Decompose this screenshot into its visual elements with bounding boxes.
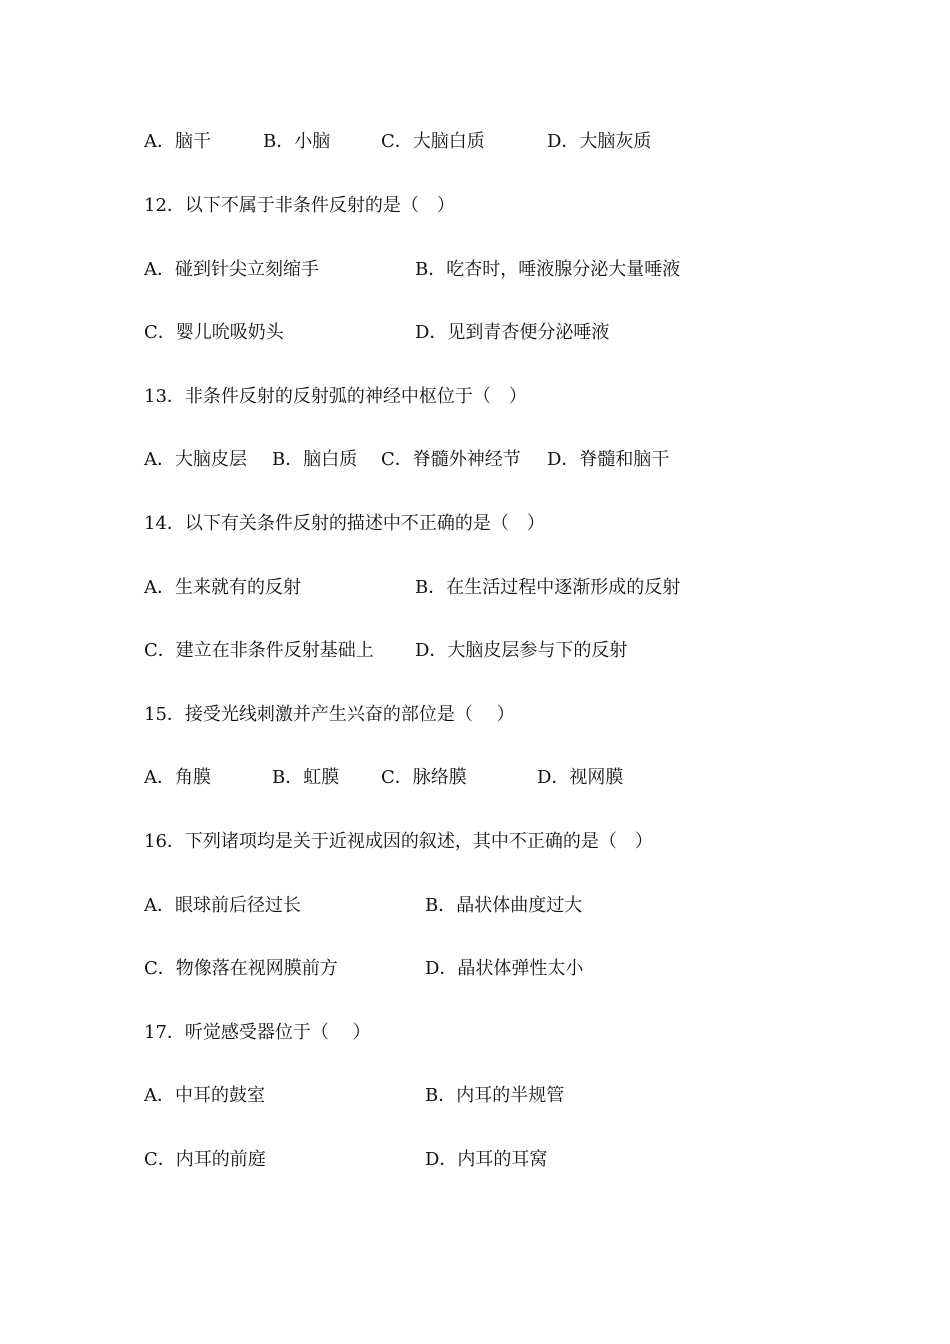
q16-option-d: D．晶状体弹性太小 [425,958,584,979]
q15-option-a: A．角膜 [144,767,211,788]
q12-stem: 12．以下不属于非条件反射的是（ ） [144,195,455,216]
q15-option-d: D．视网膜 [537,767,624,788]
q11-option-b: B．小脑 [263,131,331,152]
q16-stem: 16．下列诸项均是关于近视成因的叙述，其中不正确的是（ ） [144,831,653,852]
q13-option-d: D．脊髓和脑干 [547,449,670,470]
q14-option-c: C．建立在非条件反射基础上 [144,640,374,661]
q14-option-b: B．在生活过程中逐渐形成的反射 [415,577,681,598]
q17-stem: 17．听觉感受器位于（ ） [144,1022,371,1043]
q13-stem: 13．非条件反射的反射弧的神经中枢位于（ ） [144,386,527,407]
q17-option-d: D．内耳的耳窝 [425,1149,548,1170]
q11-option-c: C．大脑白质 [381,131,485,152]
q13-option-c: C．脊髓外神经节 [381,449,521,470]
q14-stem: 14．以下有关条件反射的描述中不正确的是（ ） [144,513,545,534]
q16-option-b: B．晶状体曲度过大 [425,895,583,916]
q16-option-a: A．眼球前后径过长 [144,895,301,916]
q17-option-a: A．中耳的鼓室 [144,1085,265,1106]
q11-option-d: D．大脑灰质 [547,131,652,152]
q13-option-b: B．脑白质 [272,449,358,470]
q15-stem: 15．接受光线刺激并产生兴奋的部位是（ ） [144,704,515,725]
q12-option-d: D．见到青杏便分泌唾液 [415,322,610,343]
q15-option-b: B．虹膜 [272,767,340,788]
q17-option-c: C．内耳的前庭 [144,1149,266,1170]
q14-option-a: A．生来就有的反射 [144,577,301,598]
q14-option-d: D．大脑皮层参与下的反射 [415,640,628,661]
q11-option-a: A．脑干 [144,131,211,152]
q12-option-a: A．碰到针尖立刻缩手 [144,259,319,280]
q12-option-b: B．吃杏时，唾液腺分泌大量唾液 [415,259,681,280]
q12-option-c: C．婴儿吮吸奶头 [144,322,284,343]
q16-option-c: C．物像落在视网膜前方 [144,958,338,979]
q15-option-c: C．脉络膜 [381,767,467,788]
q17-option-b: B．内耳的半规管 [425,1085,565,1106]
q13-option-a: A．大脑皮层 [144,449,247,470]
